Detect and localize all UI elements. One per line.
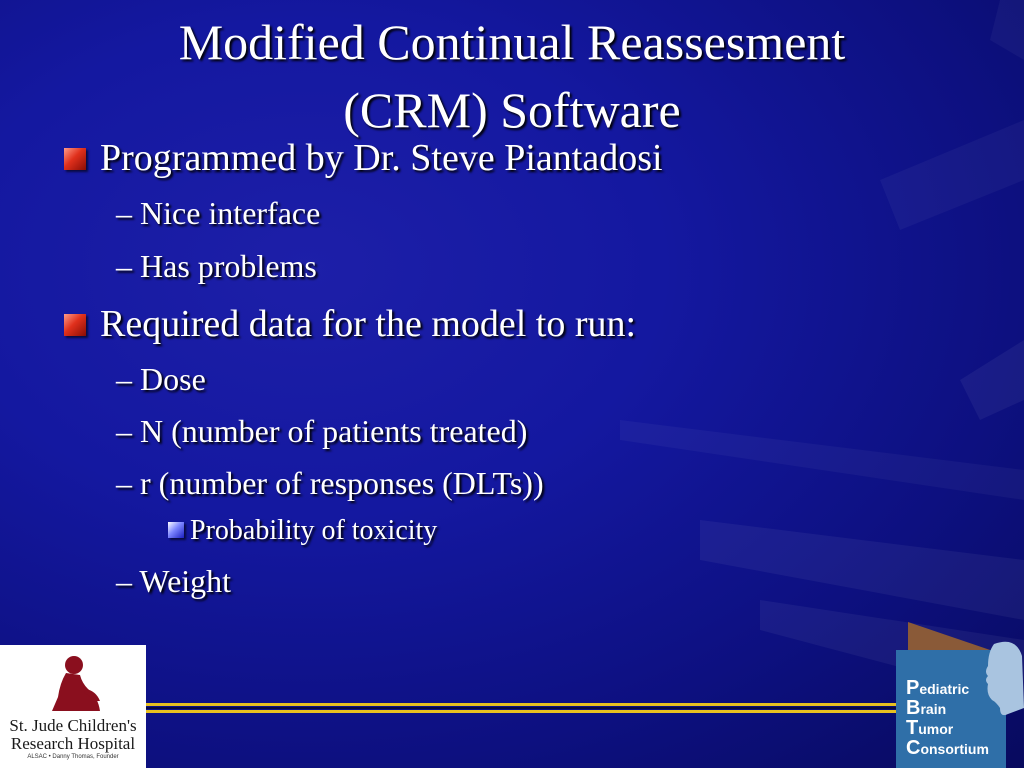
sub-sub-bullet-square-icon [168,522,184,538]
pbtc-word-pediatric: Pediatric [906,677,970,699]
bullet-square-icon [64,148,86,170]
pbtc-word-brain: Brain [906,697,947,719]
st-jude-statue-icon [0,649,146,719]
pbtc-word-tumor: Tumor [906,717,954,739]
slide-title-line-1: Modified Continual Reassesment [178,14,846,70]
sub-bullet-item-6: – Weight [116,563,232,599]
bullet-item-2: Required data for the model to run: [100,303,637,345]
bullet-square-icon [64,314,86,336]
sub-bullet-item-5: – r (number of responses (DLTs)) [116,465,544,501]
footer-rule-bottom [146,710,898,713]
sub-bullet-item-1: – Nice interface [116,195,321,231]
slide-title-line-2: (CRM) Software [343,82,681,138]
sub-sub-bullet-item-1: Probability of toxicity [190,515,438,546]
footer-rule-mid [146,707,898,709]
sub-bullet-item-2: – Has problems [116,248,317,284]
st-jude-logo [0,645,146,768]
sub-bullet-item-4: – N (number of patients treated) [116,413,528,449]
bullet-item-1: Programmed by Dr. Steve Piantadosi [100,137,663,179]
pbtc-word-consortium: Consortium [906,737,989,759]
sub-bullet-item-3: – Dose [116,361,206,397]
st-jude-name-line-2: Research Hospital [10,734,136,753]
st-jude-founder-text: ALSAC • Danny Thomas, Founder [27,754,119,760]
footer-rule-top [146,703,898,706]
st-jude-name-line-1: St. Jude Children's [9,716,137,735]
